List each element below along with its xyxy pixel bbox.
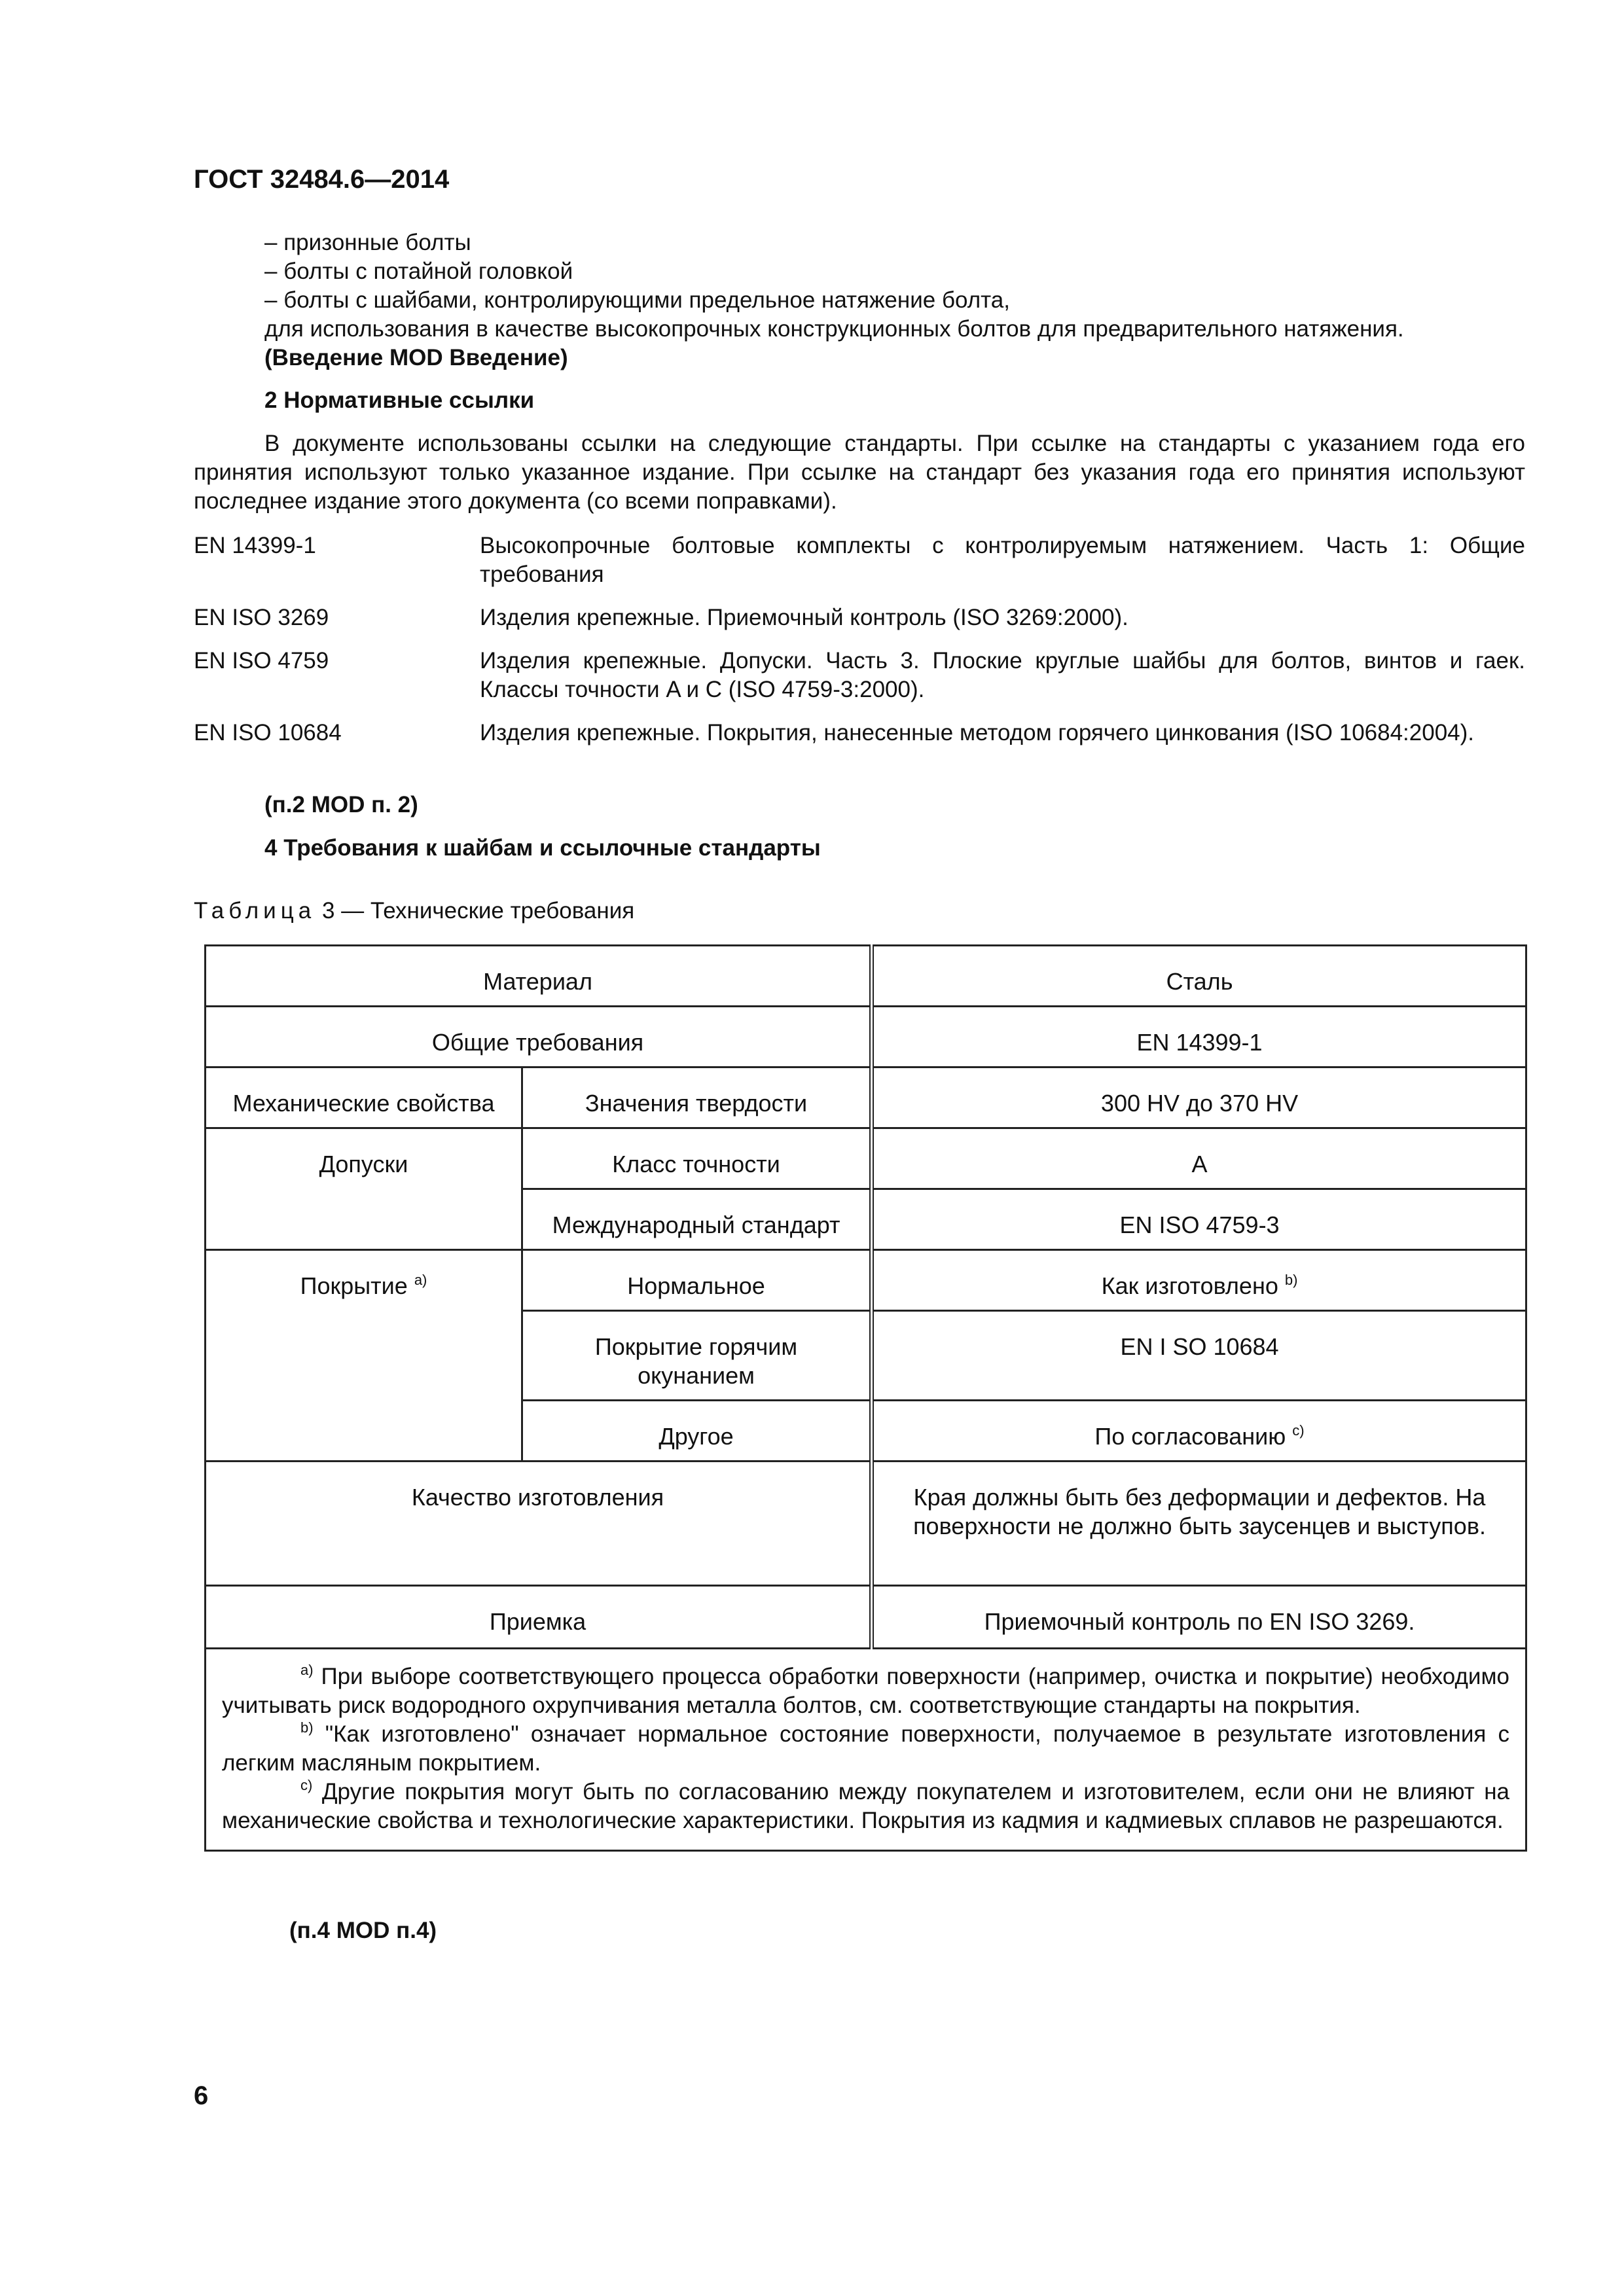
page-number: 6 (194, 2081, 209, 2110)
footnote-a-text: При выборе соответствующего процесса обработки поверхности (например, очистка и покрытие) необходимо учитывать риск водородного охрупчивания металла болтов, см. соответствующие стандарты на покрытия. (222, 1664, 1510, 1718)
footnote-b (222, 1720, 1509, 1778)
other-footnote-mark: c) (1292, 1422, 1305, 1439)
acceptance-label: Приемка (206, 1586, 872, 1649)
coating-label (206, 1250, 522, 1462)
other-value-text: По согласованию (1094, 1423, 1286, 1450)
intro-note: (Введение MOD Введение) (264, 345, 568, 370)
other-label: Другое (522, 1401, 872, 1462)
ref-code-1: EN 14399-1 (194, 533, 316, 558)
section-2-paragraph: В документе использованы ссылки на следующие стандарты. При ссылке на стандарты с указанием года его принятия используют только указанное издание. При ссылке на стандарт без указания года его принятия используют последнее издание этого документа (со всеми поправками). (194, 431, 1525, 514)
footnote-b-mark: b) (300, 1719, 314, 1736)
normal-footnote-mark: b) (1284, 1272, 1298, 1288)
section-2-heading: 2 Нормативные ссылки (264, 387, 535, 413)
tolerances-label: Допуски (206, 1128, 522, 1250)
normal-value (872, 1250, 1526, 1311)
intro-item-1: – призонные болты (264, 230, 471, 255)
normal-label: Нормальное (522, 1250, 872, 1311)
normal-value-text: Как изготовлено (1101, 1272, 1278, 1299)
ref-code-2: EN ISO 3269 (194, 605, 329, 630)
table-caption (194, 897, 634, 925)
ref-code-4: EN ISO 10684 (194, 720, 342, 745)
footnote-a (222, 1662, 1509, 1720)
table-caption-word: Таблица (194, 898, 316, 924)
ref-text-2: Изделия крепежные. Приемочный контроль (ISO 3269:2000). (480, 605, 1128, 630)
intro-continuation: для использования в качестве высокопрочных конструкционных болтов для предварительного натяжения. (264, 316, 1404, 342)
hardness-value: 300 HV до 370 HV (872, 1067, 1526, 1128)
hot-dip-label: Покрытие горячим окунанием (522, 1311, 872, 1401)
ref-text-3: Изделия крепежные. Допуски. Часть 3. Плоские круглые шайбы для болтов, винтов и гаек. Классы точности A и C (ISO 4759-3:2000). (480, 648, 1525, 702)
quality-value: Края должны быть без деформации и дефектов. На поверхности не должно быть заусенцев и выступов. (872, 1462, 1526, 1586)
intro-item-2: – болты с потайной головкой (264, 259, 573, 284)
footnote-c-mark: c) (300, 1777, 313, 1793)
general-value: EN 14399-1 (872, 1007, 1526, 1067)
intro-item-3: – болты с шайбами, контролирующими предельное натяжение болта, (264, 287, 1010, 313)
material-value: Сталь (872, 946, 1526, 1007)
footnote-c-text: Другие покрытия могут быть по согласованию между покупателем и изготовителем, если они не влияют на механические свойства и технологические характеристики. Покрытия из кадмия и кадмиевых сплавов не разрешаются. (222, 1779, 1510, 1833)
other-value (872, 1401, 1526, 1462)
accuracy-class-label: Класс точности (522, 1128, 872, 1189)
footnote-a-mark: a) (300, 1662, 314, 1678)
ref-text-4: Изделия крепежные. Покрытия, нанесенные методом горячего цинкования (ISO 10684:2004). (480, 720, 1475, 745)
ref-code-3: EN ISO 4759 (194, 648, 329, 673)
quality-label: Качество изготовления (206, 1462, 872, 1586)
section-4-heading: 4 Требования к шайбам и ссылочные стандарты (264, 835, 821, 861)
table-caption-rest: 3 — Технические требования (321, 898, 635, 924)
footnote-c (222, 1778, 1509, 1835)
intl-standard-value: EN ISO 4759-3 (872, 1189, 1526, 1250)
mechanical-label: Механические свойства (206, 1067, 522, 1128)
coating-label-text: Покрытие (300, 1272, 408, 1299)
accuracy-class-value: A (872, 1128, 1526, 1189)
ref-text-1: Высокопрочные болтовые комплекты с контролируемым натяжением. Часть 1: Общие требования (480, 533, 1525, 587)
material-label: Материал (206, 946, 872, 1007)
coating-footnote-mark: a) (414, 1272, 427, 1288)
hardness-label: Значения твердости (522, 1067, 872, 1128)
technical-requirements-table (204, 944, 1527, 1852)
acceptance-value: Приемочный контроль по EN ISO 3269. (872, 1586, 1526, 1649)
document-header: ГОСТ 32484.6—2014 (194, 165, 450, 194)
section-2-note: (п.2 MOD п. 2) (264, 792, 418, 817)
footnote-b-text: "Как изготовлено" означает нормальное состояние поверхности, получаемое в результате изготовления с легким масляным покрытием. (222, 1721, 1510, 1776)
section-4-note: (п.4 MOD п.4) (289, 1918, 437, 1943)
intl-standard-label: Международный стандарт (522, 1189, 872, 1250)
general-label: Общие требования (206, 1007, 872, 1067)
hot-dip-value: EN I SO 10684 (872, 1311, 1526, 1401)
table-footnotes (206, 1649, 1526, 1851)
